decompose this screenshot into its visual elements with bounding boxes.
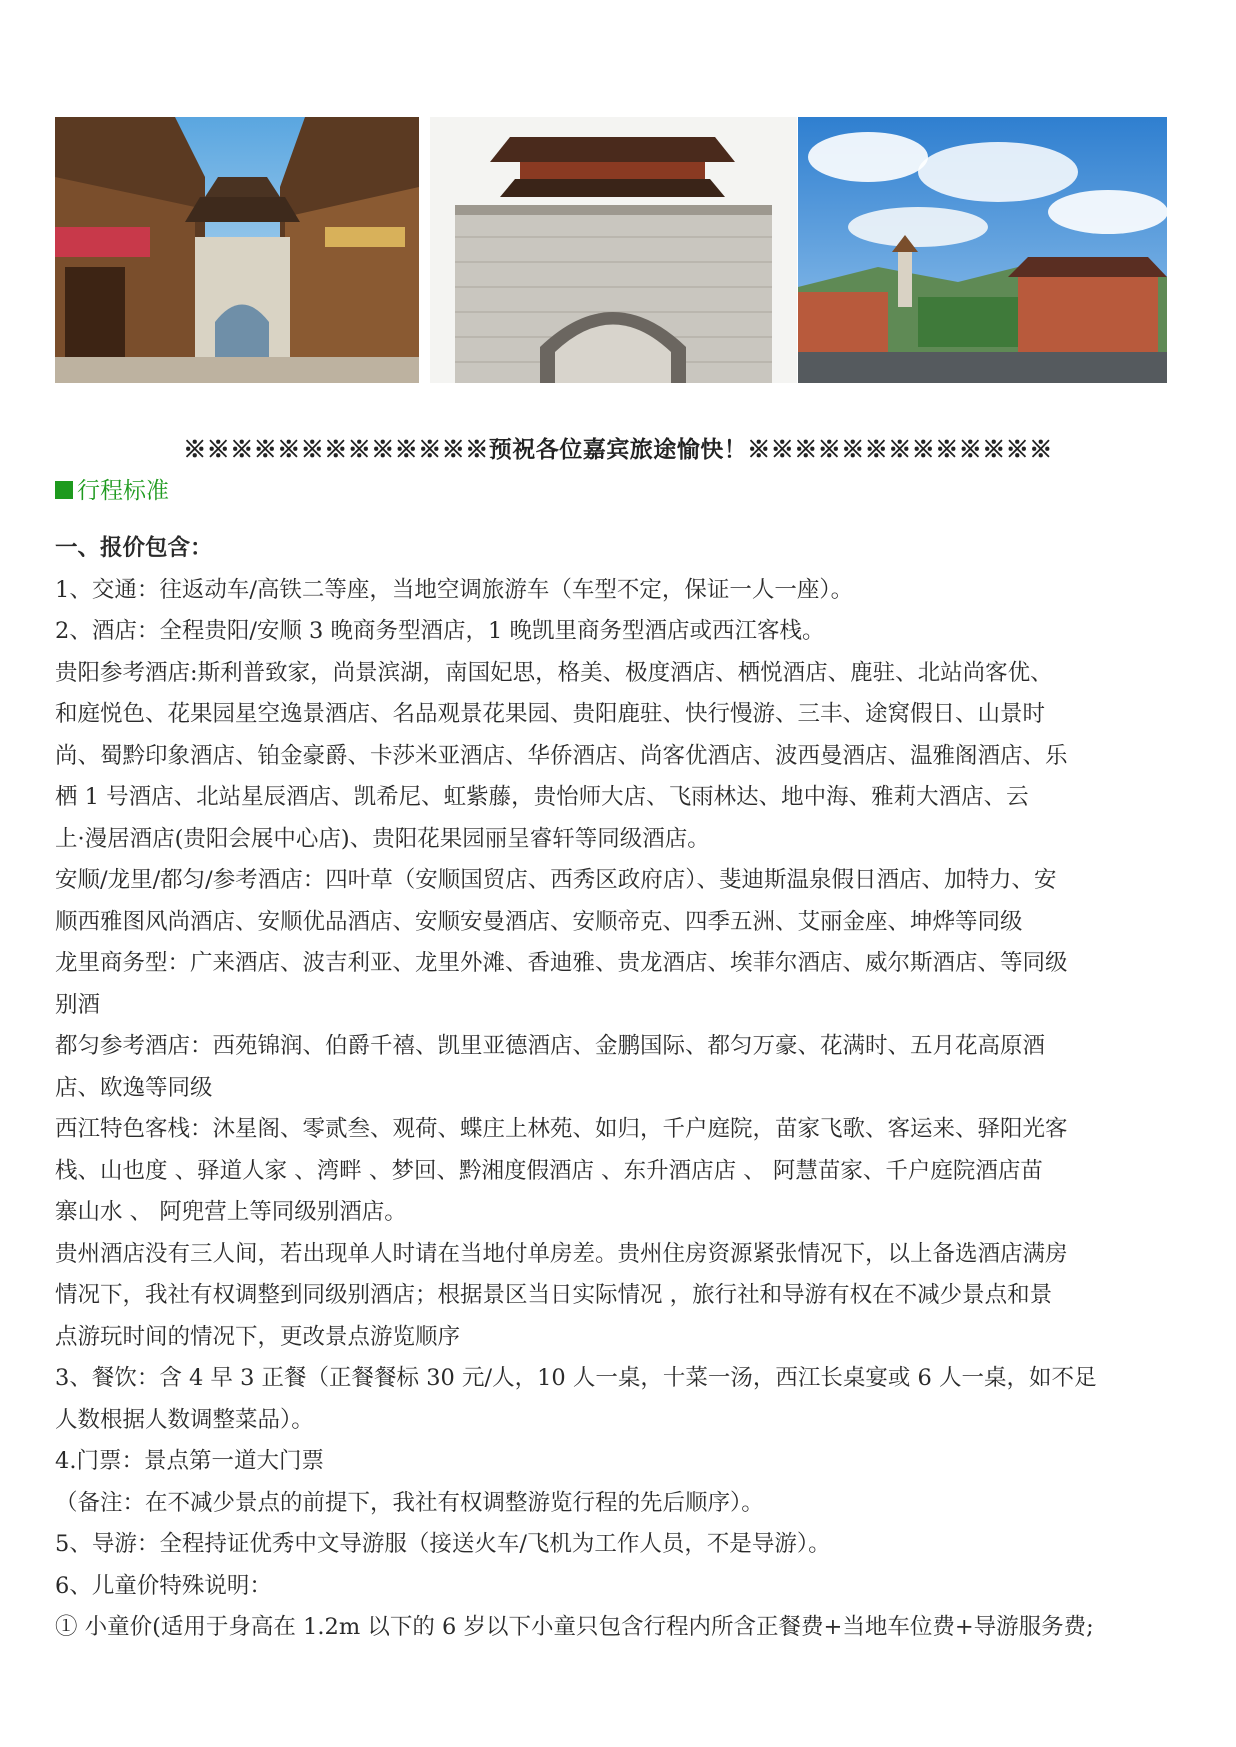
square-bullet-icon [55, 481, 73, 499]
content-line: 3、餐饮：含 4 早 3 正餐（正餐餐标 30 元/人，10 人一桌，十菜一汤，西江长桌宴或 6 人一桌，如不足 [55, 1365, 1097, 1391]
content-line: 寨山水 、 阿兜营上等同级别酒店。 [55, 1199, 407, 1225]
itinerary-content [55, 528, 1185, 1649]
content-line: 西江特色客栈：沐星阁、零贰叁、观荷、蝶庄上林苑、如归，千户庭院，苗家飞歌、客运来、驿阳光客 [55, 1116, 1068, 1142]
content-line: 店、欧逸等同级 [55, 1074, 213, 1101]
content-line: 尚、蜀黔印象酒店、铂金豪爵、卡莎米亚酒店、华侨酒店、尚客优酒店、波西曼酒店、温雅阁酒店、乐 [55, 742, 1068, 769]
content-line: 顺西雅图风尚酒店、安顺优品酒店、安顺安曼酒店、安顺帝克、四季五洲、艾丽金座、坤烨等同级 [55, 908, 1023, 935]
content-line: （备注：在不减少景点的前提下，我社有权调整游览行程的先后顺序）。 [55, 1489, 764, 1516]
street-gate-photo [55, 117, 419, 383]
quote-includes-heading: 一、报价包含： [55, 535, 213, 561]
content-line: 贵州酒店没有三人间，若出现单人时请在当地付单房差。贵州住房资源紧张情况下，以上备选酒店满房 [55, 1240, 1068, 1267]
content-line: ① 小童价(适用于身高在 1.2m 以下的 6 岁以下小童只包含行程内所含正餐费+当地车位费+导游服务费; [55, 1614, 1094, 1640]
content-line: 4.门票：景点第一道大门票 [55, 1448, 324, 1474]
content-line: 情况下，我社有权调整到同级别酒店；根据景区当日实际情况 ，旅行社和导游有权在不减少景点和景 [55, 1282, 1053, 1308]
content-line: 贵阳参考酒店:斯利普致家，尚景滨湖，南国妃思，格美、极度酒店、栖悦酒店、鹿驻、北站尚客优、 [55, 659, 1053, 686]
temple-pagoda-photo [798, 117, 1167, 383]
content-line: 栈、山也度 、驿道人家 、湾畔 、梦回、黔湘度假酒店 、东升酒店店 、 阿慧苗家、千户庭院酒店苗 [55, 1157, 1043, 1184]
photo-strip [55, 117, 1167, 383]
section-title [55, 472, 169, 505]
content-line: 5、导游：全程持证优秀中文导游服（接送火车/飞机为工作人员，不是导游）。 [55, 1531, 831, 1557]
content-line: 人数根据人数调整菜品）。 [55, 1406, 314, 1433]
content-line: 6、儿童价特殊说明： [55, 1572, 272, 1599]
content-line: 点游玩时间的情况下，更改景点游览顺序 [55, 1323, 461, 1350]
content-line: 别酒 [55, 991, 101, 1018]
content-line: 安顺/龙里/都匀/参考酒店：四叶草（安顺国贸店、西秀区政府店）、斐迪斯温泉假日酒店、加特力、安 [55, 867, 1057, 893]
content-line: 上·漫居酒店(贵阳会展中心店)、贵阳花果园丽呈睿轩等同级酒店。 [55, 825, 710, 852]
content-line: 龙里商务型：广来酒店、波吉利亚、龙里外滩、香迪雅、贵龙酒店、埃菲尔酒店、威尔斯酒店、等同级 [55, 950, 1068, 976]
content-line: 2、酒店：全程贵阳/安顺 3 晚商务型酒店，1 晚凯里商务型酒店或西江客栈。 [55, 618, 825, 644]
greeting-banner: ※※※※※※※※※※※※※预祝各位嘉宾旅途愉快！※※※※※※※※※※※※※ [183, 436, 1053, 463]
city-gate-photo [430, 117, 797, 383]
content-line: 栖 1 号酒店、北站星辰酒店、凯希尼、虹紫藤，贵怡师大店、飞雨林达、地中海、雅莉大酒店、云 [55, 784, 1029, 810]
content-line: 和庭悦色、花果园星空逸景酒店、名品观景花果园、贵阳鹿驻、快行慢游、三丰、途窝假日、山景时 [55, 701, 1046, 727]
content-line: 1、交通：往返动车/高铁二等座，当地空调旅游车（车型不定，保证一人一座）。 [55, 576, 854, 603]
content-line: 都匀参考酒店：西苑锦润、伯爵千禧、凯里亚德酒店、金鹏国际、都匀万豪、花满时、五月花高原酒 [55, 1033, 1046, 1059]
section-title-text: 行程标准 [77, 478, 169, 504]
